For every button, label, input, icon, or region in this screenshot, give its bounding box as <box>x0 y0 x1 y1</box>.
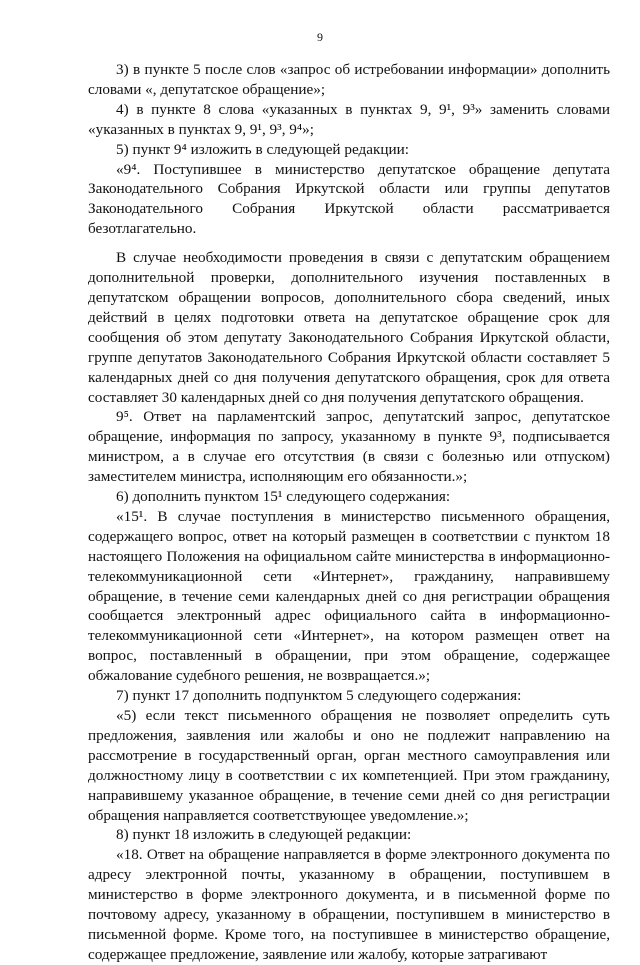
paragraph: «9⁴. Поступившее в министерство депутатское обращение депутата Законодательного Собрания Иркутской области или группы депутатов Законодательного Собрания Иркутской области рассматривается безотлагательно. <box>88 160 610 238</box>
paragraph: 3) в пункте 5 после слов «запрос об истребовании информации» дополнить словами «, депутатское обращение»; <box>88 61 610 98</box>
paragraph: «5) если текст письменного обращения не позволяет определить суть предложения, заявления или жалобы и оно не подлежит направлению на рассмотрение в государственный орган, орган местного самоуправления или должностному лицу в соответствии с их компетенцией. При этом гражданину, направившему указанное обращение, в течение семи дней со дня регистрации обращения направляется соответствующее уведомление.»; <box>88 707 610 824</box>
paragraph: 8) пункт 18 изложить в следующей редакции: <box>116 826 412 844</box>
paragraph: 9⁵. Ответ на парламентский запрос, депутатский запрос, депутатское обращение, информация по запросу, указанному в пункте 9³, подписывается министром, а в случае его отсутствия (в связи с болезнью или отпуском) заместителем министра, исполняющим его обязанности.»; <box>88 408 610 486</box>
document-body <box>88 60 610 965</box>
page-number: 9 <box>317 30 323 44</box>
paragraph: В случае необходимости проведения в связи с депутатским обращением дополнительной проверки, дополнительного изучения поставленных в депутатском обращении вопросов, дополнительного сбора сведений, иных действий в целях подготовки ответа на депутатское обращение срок для сообщения об этом депутату Законодательного Собрания Иркутской области, группе депутатов Законодательного Собрания Иркутской области составляет 5 календарных дней со дня получения депутатского обращения, срок для ответа составляет 30 календарных дней со дня получения депутатского обращения. <box>88 249 610 406</box>
paragraph: 5) пункт 9⁴ изложить в следующей редакции: <box>116 140 409 158</box>
paragraph: «18. Ответ на обращение направляется в форме электронного документа по адресу электронной почты, указанному в обращении, поступившем в министерство в форме электронного документа, и в письменной форме по почтовому адресу, указанному в обращении, поступившем в министерство в письменной форме. Кроме того, на поступившее в министерство обращение, содержащее предложение, заявление или жалобу, которые затрагивают <box>88 846 610 963</box>
paragraph: 4) в пункте 8 слова «указанных в пунктах 9, 9¹, 9³» заменить словами «указанных в пунктах 9, 9¹, 9³, 9⁴»; <box>88 100 610 138</box>
paragraph: 7) пункт 17 дополнить подпунктом 5 следующего содержания: <box>116 687 522 705</box>
paragraph: «15¹. В случае поступления в министерство письменного обращения, содержащего вопрос, ответ на который размещен в соответствии с пунктом 18 настоящего Положения на официальном сайте министерства в информационно-телекоммуникационной сети «Интернет», гражданину, направившему обращение, в течение семи календарных дней со дня регистрации обращения сообщается электронный адрес официального сайта в информационно-телекоммуникационной сети «Интернет», на котором размещен ответ на вопрос, поставленный в обращении, при этом обращение, содержащее обжалование судебного решения, не возвращается.»; <box>88 507 610 685</box>
paragraph: 6) дополнить пунктом 15¹ следующего содержания: <box>116 488 451 506</box>
